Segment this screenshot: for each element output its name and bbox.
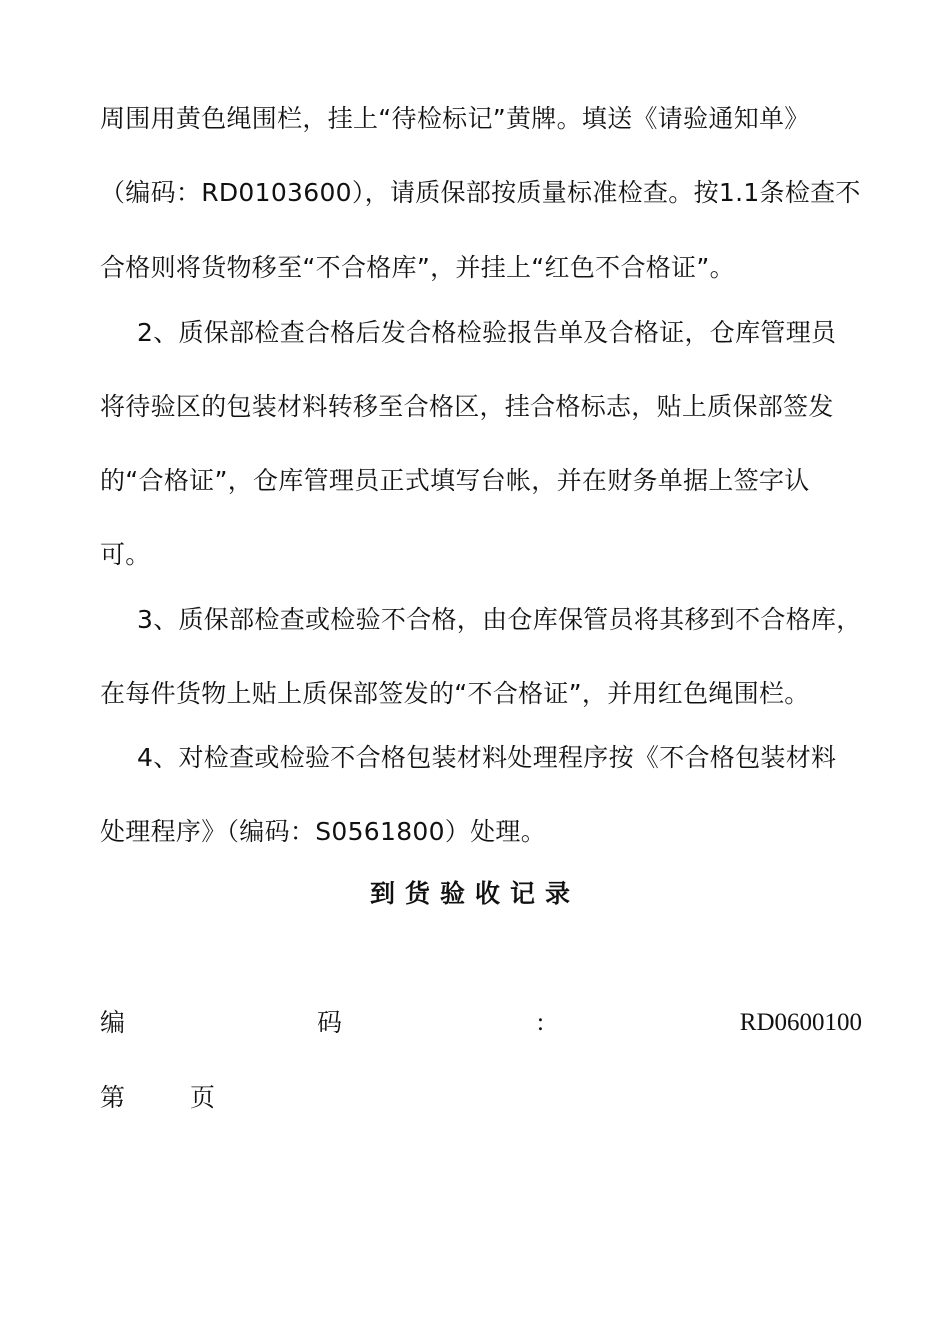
paragraph-4-line-2: 处理程序》（编码：S0561800）处理。 [100, 817, 547, 846]
code-value: RD0600100 [739, 1009, 862, 1036]
code-label-first-char: 编 [100, 1008, 126, 1037]
paragraph-3-line-2: 在每件货物上贴上质保部签发的“不合格证”，并用红色绳围栏。 [100, 679, 810, 708]
paragraph-2-line-2: 将待验区的包装材料转移至合格区，挂合格标志，贴上质保部签发 [100, 392, 834, 421]
paragraph-1-line-3: 合格则将货物移至“不合格库”，并挂上“红色不合格证”。 [100, 253, 735, 282]
paragraph-4-line-1: 4、对检查或检验不合格包装材料处理程序按《不合格包装材料 [137, 743, 837, 772]
paragraph-3-line-1: 3、质保部检查或检验不合格，由仓库保管员将其移到不合格库， [137, 605, 862, 634]
code-label-second-char: 码 [317, 1008, 343, 1037]
page-label-first-char: 第 [100, 1083, 126, 1112]
paragraph-2-line-3: 的“合格证”，仓库管理员正式填写台帐，并在财务单据上签字认 [100, 466, 810, 495]
paragraph-2-line-4: 可。 [100, 540, 151, 569]
paragraph-1-line-1: 周围用黄色绳围栏，挂上“待检标记”黄牌。填送《请验通知单》 [100, 104, 810, 133]
paragraph-1-line-2: （编码：RD0103600），请质保部按质量标准检查。按1.1条检查不 [100, 178, 861, 207]
record-title: 到货验收记录 [369, 879, 580, 908]
code-colon: : [537, 1009, 544, 1036]
page-label-second-char: 页 [190, 1083, 216, 1112]
paragraph-2-line-1: 2、质保部检查合格后发合格检验报告单及合格证，仓库管理员 [137, 318, 837, 347]
